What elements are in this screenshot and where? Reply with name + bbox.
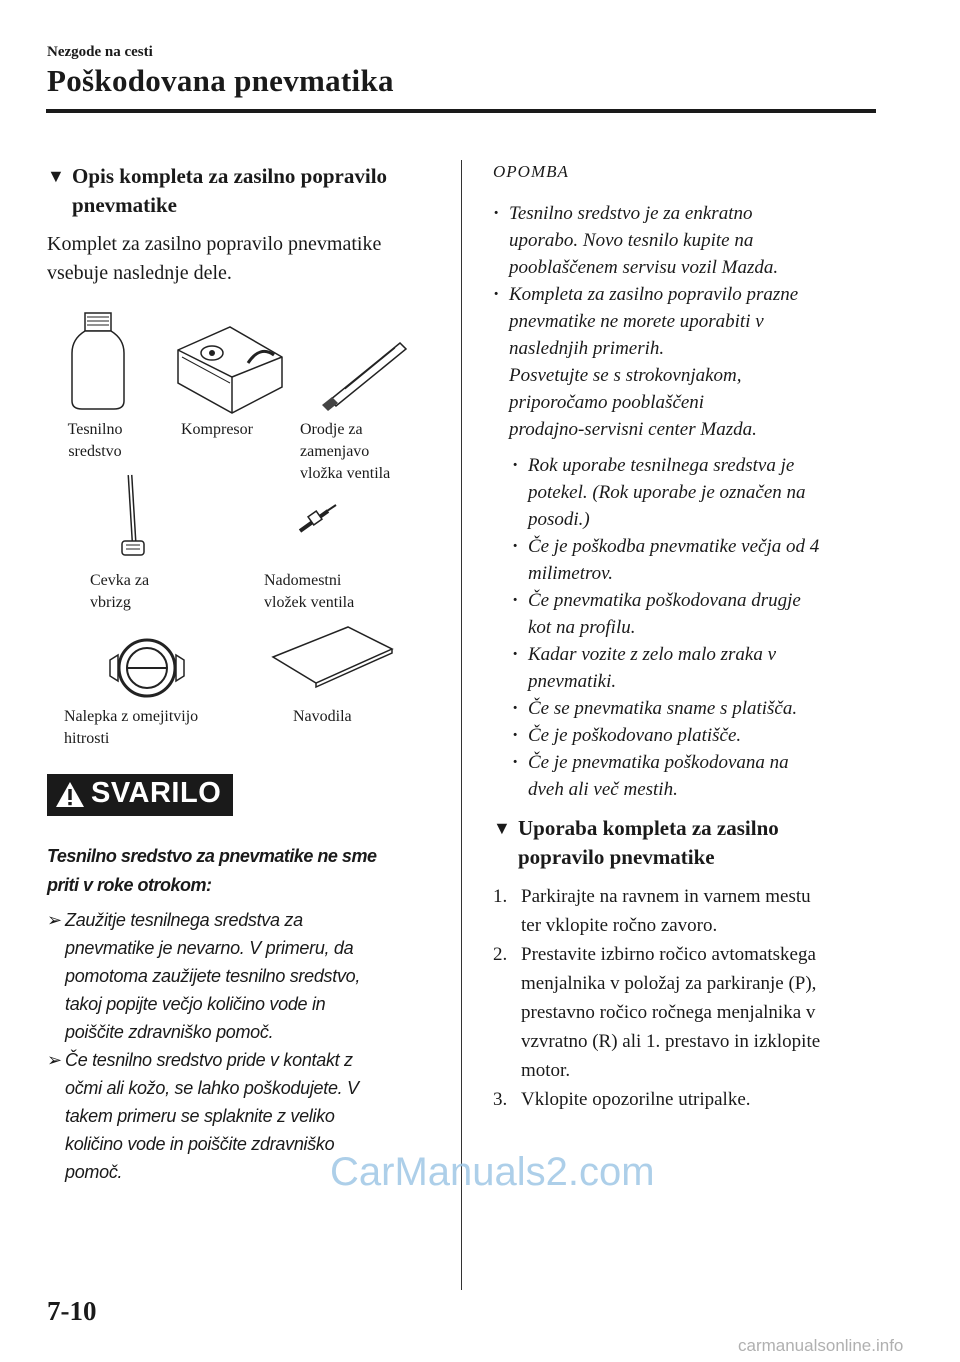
label-line: Nadomestni	[264, 572, 342, 589]
note-line: uporabo. Novo tesnilo kupite na	[509, 230, 754, 251]
warning-subtitle-line: priti v roke otrokom:	[47, 875, 212, 895]
label-line: vložka ventila	[300, 465, 391, 482]
note-line: Če se pnevmatika sname s platišča.	[528, 698, 798, 719]
note-sub-item	[512, 641, 892, 695]
sealant-bottle-image	[72, 313, 124, 409]
warning-triangle-icon	[55, 781, 85, 809]
label-line: Cevka za	[90, 572, 150, 589]
section-heading-description	[47, 162, 447, 220]
triangle-down-icon: ▼	[47, 166, 65, 186]
section-heading-line: popravilo pnevmatike	[518, 845, 715, 869]
column-divider	[461, 160, 462, 1290]
label-line: vbrizg	[90, 594, 131, 611]
note-line: Če je pnevmatika poškodovana na	[528, 752, 789, 773]
note-line: pnevmatike ne morete uporabiti v	[509, 311, 764, 332]
note-sub-item	[512, 695, 892, 722]
steps-list	[493, 882, 883, 1114]
bullet-icon: ·	[493, 203, 500, 224]
note-list	[493, 200, 893, 443]
warning-line: pnevmatike je nevarno. V primeru, da	[65, 938, 354, 958]
arrow-marker-icon: ➢	[47, 910, 62, 930]
bullet-icon: ·	[512, 590, 519, 611]
note-line: dveh ali več mestih.	[528, 779, 678, 800]
kit-illustration	[60, 305, 440, 705]
warning-line: količino vode in poiščite zdravniško	[65, 1134, 335, 1154]
note-line: pooblaščenem servisu vozil Mazda.	[509, 257, 779, 278]
note-line: potekel. (Rok uporabe je označen na	[528, 482, 806, 503]
section-heading-line: Uporaba kompleta za zasilno	[518, 816, 779, 840]
note-line: naslednjih primerih.	[509, 338, 665, 359]
label-compressor: Kompresor	[181, 421, 253, 438]
label-speed-sticker	[64, 706, 198, 750]
note-line: Tesnilno sredstvo je za enkratno	[509, 203, 753, 224]
note-line: Kadar vozite z zelo malo zraka v	[528, 644, 777, 665]
section-heading-line: pnevmatike	[72, 193, 177, 217]
valve-tool-image	[322, 343, 406, 411]
label-line: Orodje za	[300, 421, 363, 438]
warning-line: takem primeru se splaknite z veliko	[65, 1106, 335, 1126]
warning-banner	[47, 774, 233, 816]
note-line: Kompleta za zasilno popravilo prazne	[509, 284, 799, 305]
note-sub-list	[512, 452, 892, 803]
bullet-icon: ·	[493, 284, 500, 305]
page-number: 7-10	[47, 1296, 97, 1326]
intro-line: vsebuje naslednje dele.	[47, 262, 232, 284]
note-line: Če je poškodovano platišče.	[528, 725, 742, 746]
step-item	[493, 940, 883, 1085]
step-number: 1.	[493, 886, 508, 907]
warning-line: pomotoma zaužijete tesnilno sredstvo,	[65, 966, 361, 986]
step-line: prestavno ročico ročnega menjalnika v	[521, 1002, 816, 1023]
bullet-icon: ·	[512, 698, 519, 719]
warning-list	[47, 906, 457, 1186]
note-heading: OPOMBA	[493, 162, 569, 181]
bullet-icon: ·	[512, 752, 519, 773]
warning-line: Če tesnilno sredstvo pride v kontakt z	[65, 1050, 353, 1070]
bullet-icon: ·	[512, 644, 519, 665]
label-hose	[90, 570, 149, 614]
warning-subtitle-line: Tesnilno sredstvo za pnevmatike ne sme	[47, 846, 377, 866]
intro-paragraph	[47, 230, 447, 288]
step-item	[493, 882, 883, 940]
label-line: zamenjavo	[300, 443, 370, 460]
note-line: posodi.)	[528, 509, 590, 530]
note-line: pnevmatiki.	[528, 671, 617, 692]
warning-line: poiščite zdravniško pomoč.	[65, 1022, 274, 1042]
hose-image	[122, 475, 144, 555]
label-line: hitrosti	[64, 730, 110, 747]
note-line: milimetrov.	[528, 563, 613, 584]
header-rule	[46, 109, 876, 113]
note-sub-item	[512, 722, 892, 749]
arrow-marker-icon: ➢	[47, 1050, 62, 1070]
label-valve-core	[264, 570, 354, 614]
label-instructions: Navodila	[293, 708, 352, 725]
label-line: vložek ventila	[264, 594, 355, 611]
step-line: Vklopite opozorilne utripalke.	[521, 1089, 751, 1110]
note-item	[493, 281, 893, 443]
watermark-center: CarManuals2.com	[330, 1150, 655, 1194]
note-item	[493, 200, 893, 281]
note-sub-item	[512, 452, 892, 533]
note-line: priporočamo pooblaščeni	[509, 392, 705, 413]
label-line: sredstvo	[68, 443, 122, 460]
label-line: Tesnilno	[67, 421, 123, 438]
note-sub-item	[512, 587, 892, 641]
warning-subtitle	[47, 842, 447, 900]
note-line: Če pnevmatika poškodovana drugje	[528, 590, 801, 611]
warning-item	[47, 906, 457, 1046]
bullet-icon: ·	[512, 536, 519, 557]
intro-line: Komplet za zasilno popravilo pnevmatike	[47, 233, 382, 255]
step-number: 3.	[493, 1089, 508, 1110]
compressor-image	[178, 327, 282, 413]
valve-core-image	[300, 505, 336, 531]
step-line: motor.	[521, 1060, 571, 1081]
speed-sticker-image	[110, 640, 184, 696]
label-line: Nalepka z omejitvijo	[64, 708, 199, 725]
label-sealant	[62, 419, 128, 463]
warning-line: takoj popijte večjo količino vode in	[65, 994, 326, 1014]
page-title: Poškodovana pnevmatika	[47, 63, 394, 98]
note-line: Posvetujte se s strokovnjakom,	[509, 365, 742, 386]
triangle-down-icon: ▼	[493, 818, 511, 838]
bullet-icon: ·	[512, 455, 519, 476]
note-line: kot na profilu.	[528, 617, 636, 638]
step-number: 2.	[493, 944, 508, 965]
note-sub-item	[512, 533, 892, 587]
step-line: ter vklopite ročno zavoro.	[521, 915, 718, 936]
step-line: menjalnika v položaj za parkiranje (P),	[521, 973, 817, 994]
watermark-corner: carmanualsonline.info	[738, 1336, 904, 1355]
note-line: Če je poškodba pnevmatike večja od 4	[528, 536, 820, 557]
step-line: Parkirajte na ravnem in varnem mestu	[521, 886, 811, 907]
note-sub-item	[512, 749, 892, 803]
chapter-label: Nezgode na cesti	[47, 44, 153, 60]
bullet-icon: ·	[512, 725, 519, 746]
section-heading-line: Opis kompleta za zasilno popravilo	[72, 164, 388, 188]
instructions-booklet-image	[273, 627, 392, 687]
warning-line: Zaužitje tesnilnega sredstva za	[65, 910, 303, 930]
warning-label: SVARILO	[91, 777, 222, 809]
step-line: Prestavite izbirno ročico avtomatskega	[521, 944, 816, 965]
section-heading-usage	[493, 814, 893, 872]
label-valve-tool	[300, 419, 390, 485]
warning-line: očmi ali kožo, se lahko poškodujete. V	[65, 1078, 359, 1098]
note-line: prodajno-servisni center Mazda.	[509, 419, 757, 440]
warning-line: pomoč.	[65, 1162, 123, 1182]
step-item	[493, 1085, 883, 1114]
step-line: vzvratno (R) ali 1. prestavo in izklopite	[521, 1031, 821, 1052]
note-line: Rok uporabe tesnilnega sredstva je	[528, 455, 795, 476]
